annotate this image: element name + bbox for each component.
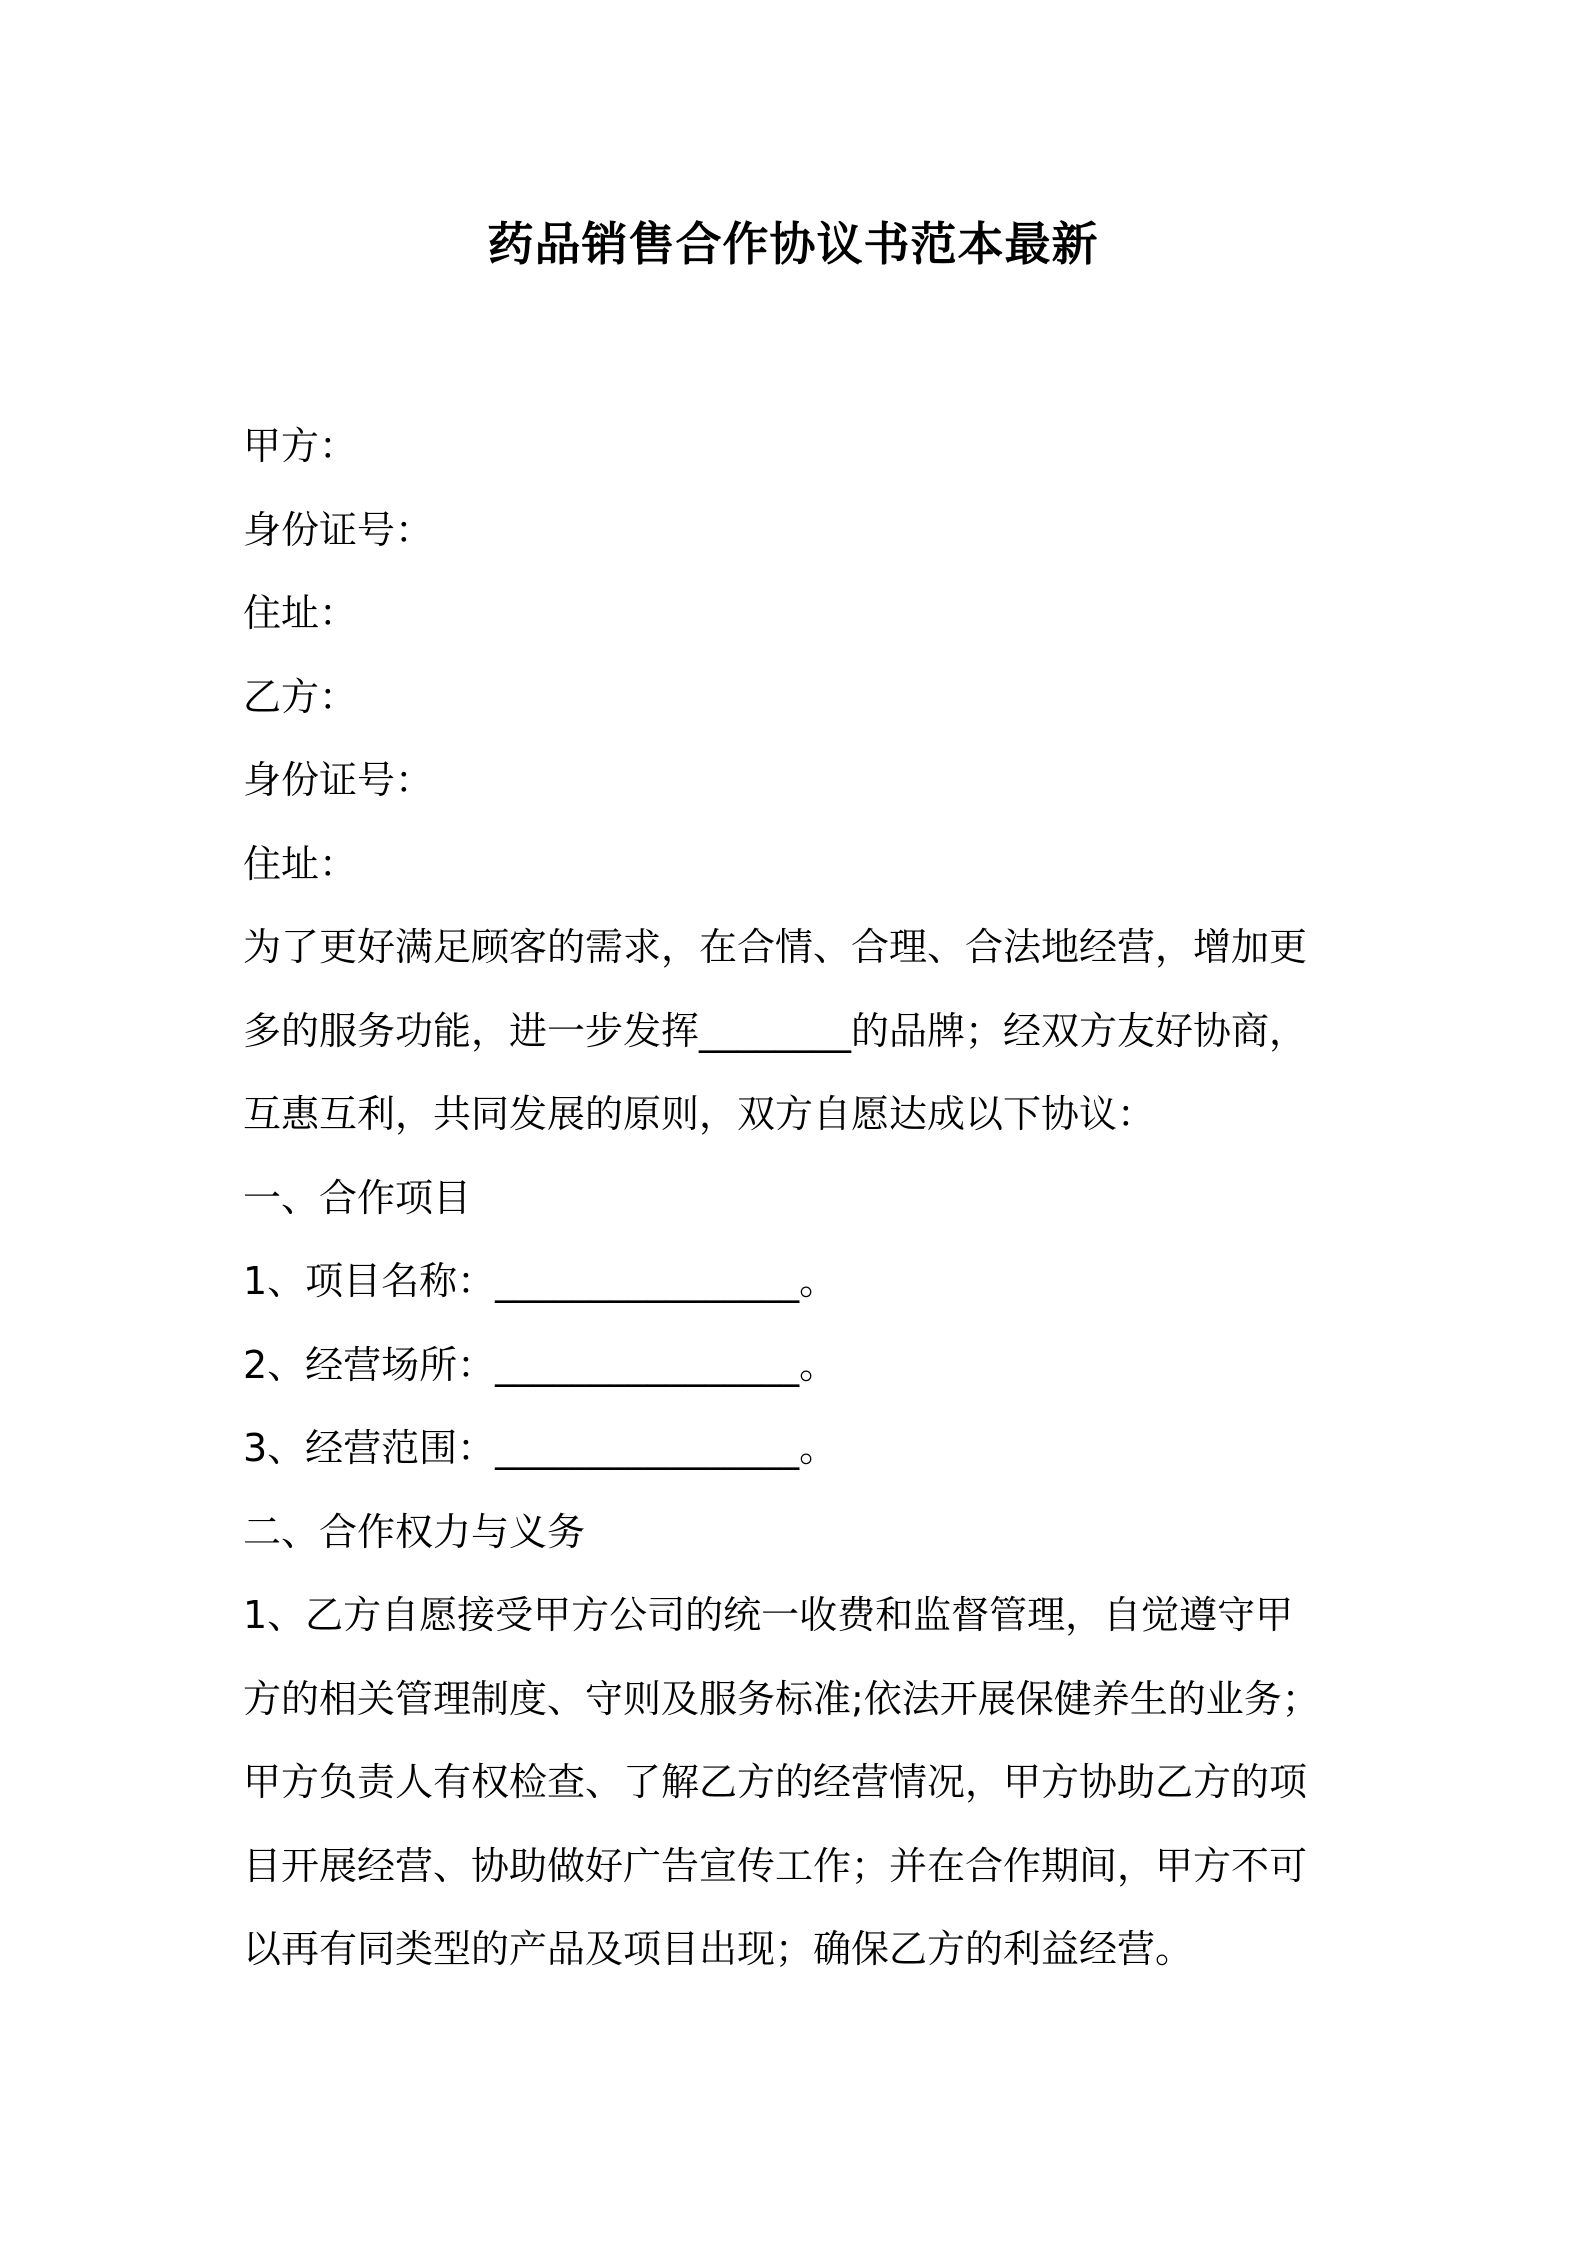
party-a-id-number-label: 身份证号： xyxy=(243,507,434,552)
preamble-line-1: 为了更好满足顾客的需求，在合情、合理、合法地经营，增加更 xyxy=(243,925,1308,969)
section-heading-rights-obligations: 二、合作权力与义务 xyxy=(243,1509,586,1554)
project-name-item: 1、项目名称：________________。 xyxy=(243,1259,838,1303)
party-a-label: 甲方： xyxy=(243,424,358,468)
preamble-line-3: 互惠互利，共同发展的原则，双方自愿达成以下协议： xyxy=(243,1092,1156,1136)
document-body xyxy=(243,405,1353,1992)
clause-1-line-1: 1、乙方自愿接受甲方公司的统一收费和监督管理，自觉遵守甲 xyxy=(243,1593,1294,1637)
section-heading-cooperation-project: 一、合作项目 xyxy=(243,1175,472,1220)
party-b-id-number-label: 身份证号： xyxy=(243,758,434,802)
preamble-line-2: 多的服务功能，进一步发挥________的品牌；经双方友好协商， xyxy=(243,1008,1308,1053)
business-scope-item: 3、经营范围：________________。 xyxy=(243,1426,838,1470)
party-b-address-label: 住址： xyxy=(243,841,358,886)
clause-1-line-3: 甲方负责人有权检查、了解乙方的经营情况，甲方协助乙方的项 xyxy=(243,1760,1308,1804)
business-location-item: 2、经营场所：________________。 xyxy=(243,1342,838,1387)
party-a-address-label: 住址： xyxy=(243,591,358,635)
party-b-label: 乙方： xyxy=(243,674,358,719)
clause-1-line-4: 目开展经营、协助做好广告宣传工作；并在合作期间，甲方不可 xyxy=(243,1843,1308,1888)
clause-1-line-2: 方的相关管理制度、守则及服务标准;依法开展保健养生的业务； xyxy=(243,1676,1320,1721)
clause-1-line-5: 以再有同类型的产品及项目出现；确保乙方的利益经营。 xyxy=(243,1927,1194,1971)
document-title: 药品销售合作协议书范本最新 xyxy=(487,217,1099,271)
